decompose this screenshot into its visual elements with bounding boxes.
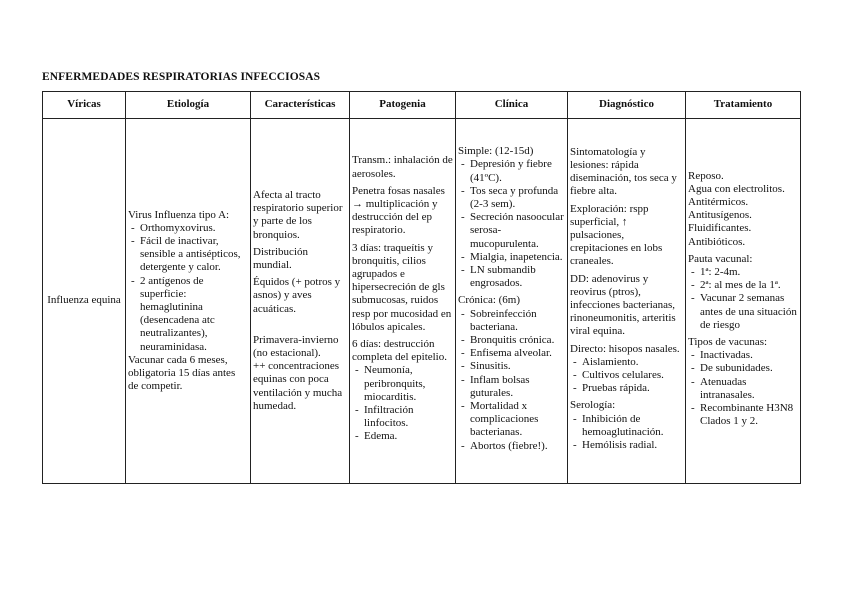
clinica-cronica-list	[458, 308, 565, 453]
header-patogenia: Patogenia	[350, 92, 456, 119]
diagnostico-text: Sintomatología y lesiones: rápida diseminación, tos seca y fiebre alta.	[570, 145, 677, 198]
list-item: - 1ª: 2-4m.	[688, 266, 798, 279]
diagnostico-serologia-heading: Serología:	[570, 399, 616, 412]
diagnostico-text: Exploración: rspp superficial, ↑ pulsaciones, crepitaciones en lobs craneales.	[570, 202, 663, 268]
list-item: - Sobreinfección bacteriana.	[458, 308, 565, 334]
list-item: - 2 antígenos de superficie: hemaglutinina (desencadena atc neutralizantes), neuraminidasa.	[128, 275, 248, 354]
clinica-cronica-heading: Crónica: (6m)	[458, 294, 521, 307]
cell-caracteristicas	[251, 119, 350, 484]
tratamiento-line: Antibióticos.	[688, 235, 746, 248]
list-item: - 2ª: al mes de la 1ª.	[688, 279, 798, 292]
pauta-vacunal-heading: Pauta vacunal:	[688, 252, 753, 265]
etiologia-outro: Vacunar cada 6 meses, obligatoria 15 días antes de competir.	[128, 353, 236, 393]
list-item: - Infiltración linfocitos.	[352, 404, 453, 430]
list-item: - Mortalidad x complicaciones bacterianas.	[458, 400, 565, 440]
list-item: - Edema.	[352, 430, 453, 443]
disease-table	[42, 91, 801, 484]
header-tratamiento: Tratamiento	[686, 92, 801, 119]
list-item: - Inactivadas.	[688, 349, 798, 362]
list-item: - Bronquitis crónica.	[458, 334, 565, 347]
cell-tratamiento	[686, 119, 801, 484]
patogenia-text: Transm.: inhalación de aerosoles.	[352, 154, 453, 180]
list-item: - Abortos (fiebre!).	[458, 440, 565, 453]
list-item: - Aislamiento.	[570, 356, 683, 369]
pauta-vacunal-list	[688, 266, 798, 332]
list-item: - Inflam bolsas guturales.	[458, 374, 565, 400]
list-item: - Hemólisis radial.	[570, 439, 683, 452]
list-item: - LN submandib engrosados.	[458, 264, 565, 290]
list-item: - Recombinante H3N8 Clados 1 y 2.	[688, 402, 798, 428]
tipos-vacunas-list	[688, 349, 798, 428]
header-clinica: Clínica	[456, 92, 568, 119]
tratamiento-line: Reposo.	[688, 169, 724, 182]
clinica-simple-heading: Simple: (12-15d)	[458, 145, 534, 158]
diagnostico-directo-heading: Directo: hisopos nasales.	[570, 342, 680, 355]
caracteristicas-text: Équidos (+ potros y asnos) y aves acuáticas.	[253, 276, 341, 315]
list-item: - Depresión y fiebre (41ºC).	[458, 158, 565, 184]
caracteristicas-text: ++ concentraciones equinas con poca ventilación y mucha humedad.	[253, 360, 343, 412]
etiologia-intro: Virus Influenza tipo A:	[128, 208, 230, 221]
list-item: - Orthomyxovirus.	[128, 222, 248, 235]
tratamiento-line: Agua con electrolitos.	[688, 182, 785, 195]
list-item: - Cultivos celulares.	[570, 369, 683, 382]
tipos-vacunas-heading: Tipos de vacunas:	[688, 336, 768, 348]
list-item: - Fácil de inactivar, sensible a antisépticos, detergente y calor.	[128, 235, 248, 275]
cell-etiologia	[126, 119, 251, 484]
header-etiologia: Etiología	[126, 92, 251, 119]
list-item: - Atenuadas intranasales.	[688, 376, 798, 402]
list-item: - Enfisema alveolar.	[458, 347, 565, 360]
header-row	[43, 92, 801, 119]
header-caracteristicas: Características	[251, 92, 350, 119]
etiologia-list	[128, 222, 248, 354]
caracteristicas-text: Afecta al tracto respiratorio superior y parte de los bronquios.	[253, 188, 343, 241]
header-diagnostico: Diagnóstico	[568, 92, 686, 119]
list-item: - Mialgia, inapetencia.	[458, 251, 565, 264]
diagnostico-directo-list	[570, 356, 683, 396]
patogenia-list	[352, 364, 453, 443]
list-item: - Vacunar 2 semanas antes de una situación de riesgo	[688, 292, 798, 332]
caracteristicas-text: Distribución mundial.	[253, 245, 308, 271]
list-item: - Inhibición de hemoaglutinación.	[570, 413, 683, 439]
list-item: - Neumonía, peribronquits, miocarditis.	[352, 364, 453, 404]
diagnostico-text: DD: adenovirus y reovirus (ptros), infecciones bacterianas, rinoneumonitis, arteritis viral equina.	[570, 272, 676, 338]
tratamiento-line: Antitusígenos.	[688, 209, 752, 222]
tratamiento-line: Fluidificantes.	[688, 222, 752, 235]
patogenia-text: 3 días: traqueítis y bronquitis, cilios agrupados e hipersecreción de gls submucosas, ruidos resp por mucosidad en lóbulos apicales.	[352, 241, 452, 333]
patogenia-text: Penetra fosas nasales → multiplicación y destrucción del ep respiratorio.	[352, 184, 445, 237]
list-item: - Sinusitis.	[458, 360, 565, 373]
cell-diagnostico	[568, 119, 686, 484]
patogenia-text: 6 días: destrucción completa del epitelio.	[352, 338, 447, 364]
tratamiento-line: Antitérmicos.	[688, 195, 749, 208]
table-row	[43, 119, 801, 484]
list-item: - Tos seca y profunda (2-3 sem).	[458, 185, 565, 211]
header-viricas: Víricas	[43, 92, 126, 119]
cell-viricas: Influenza equina	[43, 119, 126, 484]
caracteristicas-text: Primavera-invierno (no estacional).	[253, 333, 339, 359]
diagnostico-serologia-list	[570, 413, 683, 453]
list-item: - De subunidades.	[688, 362, 798, 375]
cell-clinica	[456, 119, 568, 484]
cell-patogenia	[350, 119, 456, 484]
list-item: - Secreción nasoocular serosa-mucopurulenta.	[458, 211, 565, 251]
list-item: - Pruebas rápida.	[570, 382, 683, 395]
page-title: ENFERMEDADES RESPIRATORIAS INFECCIOSAS	[42, 71, 321, 83]
clinica-simple-list	[458, 158, 565, 290]
